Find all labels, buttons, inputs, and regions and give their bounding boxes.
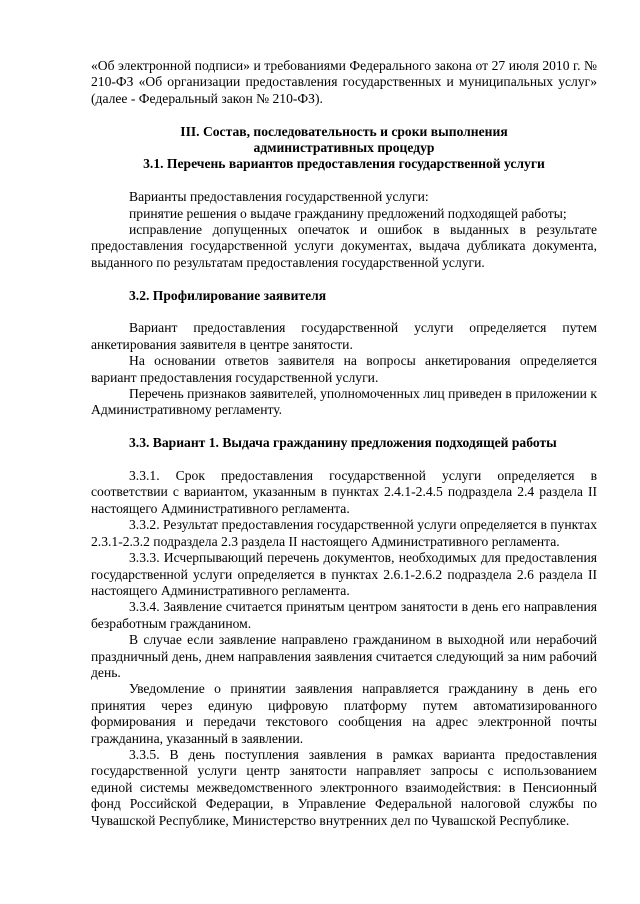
paragraph: Вариант предоставления государственной услуги определяется путем анкетирования заявителя в центре занятости.: [91, 320, 597, 352]
paragraph: 3.3.5. В день поступления заявления в рамках варианта предоставления государственной услуги центр занятости направляет запросы с использованием единой системы межведомственного электронного взаимодействия: в Пенсионный фонд Российской Федерации, в Управление Федеральной налоговой службы по Чувашской Республике, Министерство внутренних дел по Чувашской Республике.: [91, 746, 597, 828]
section-3-title-line-1: III. Состав, последовательность и сроки выполнения: [180, 123, 508, 139]
paragraph: Варианты предоставления государственной услуги:: [129, 189, 429, 205]
paragraph: 3.3.2. Результат предоставления государственной услуги определяется в пунктах 2.3.1-2.3.2 подраздела 2.3 раздела II настоящего Административного регламента.: [91, 517, 597, 549]
spacer: [91, 452, 597, 468]
paragraph: 3.3.4. Заявление считается принятым центром занятости в день его направления безработным гражданином.: [91, 599, 597, 631]
spacer: [91, 173, 597, 189]
subsection-3-1-title: 3.1. Перечень вариантов предоставления государственной услуги: [143, 156, 545, 172]
spacer: [91, 107, 597, 123]
paragraph: 3.3.1. Срок предоставления государственной услуги определяется в соответствии с вариантом, указанным в пунктах 2.4.1-2.4.5 подраздела 2.4 раздела II настоящего Административного регламента.: [91, 468, 597, 516]
paragraph: 3.3.3. Исчерпывающий перечень документов, необходимых для предоставления государственной услуги определяется в пунктах 2.6.1-2.6.2 подраздела 2.6 раздела II настоящего Административного регламента.: [91, 550, 597, 598]
section-3-title-line-2: административных процедур: [253, 140, 435, 156]
subsection-3-3-title: 3.3. Вариант 1. Выдача гражданину предложения подходящей работы: [129, 435, 557, 451]
paragraph: Уведомление о принятии заявления направляется гражданину в день его принятия через единую цифровую платформу путем автоматизированного формирования и передачи текстового сообщения на адрес электронной почты гражданина, указанный в заявлении.: [91, 681, 597, 746]
paragraph: На основании ответов заявителя на вопросы анкетирования определяется вариант предоставления государственной услуги.: [91, 353, 597, 385]
paragraph: В случае если заявление направлено гражданином в выходной или нерабочий праздничный день, днем направления заявления считается следующий за ним рабочий день.: [91, 632, 597, 680]
spacer: [91, 419, 597, 435]
paragraph: Перечень признаков заявителей, уполномоченных лиц приведен в приложении к Административному регламенту.: [91, 386, 597, 418]
spacer: [91, 304, 597, 320]
intro-paragraph: «Об электронной подписи» и требованиями Федерального закона от 27 июля 2010 г. № 210-ФЗ «Об организации предоставления государственных и муниципальных услуг» (далее - Федеральный закон № 210-ФЗ).: [91, 58, 597, 106]
spacer: [91, 271, 597, 287]
document-page: [91, 58, 597, 829]
paragraph: исправление допущенных опечаток и ошибок в выданных в результате предоставления государственной услуги документах, выдача дубликата документа, выданного по результатам предоставления государственной услуги.: [91, 222, 597, 270]
paragraph: принятие решения о выдаче гражданину предложений подходящей работы;: [129, 205, 567, 221]
subsection-3-2-title: 3.2. Профилирование заявителя: [129, 287, 327, 303]
